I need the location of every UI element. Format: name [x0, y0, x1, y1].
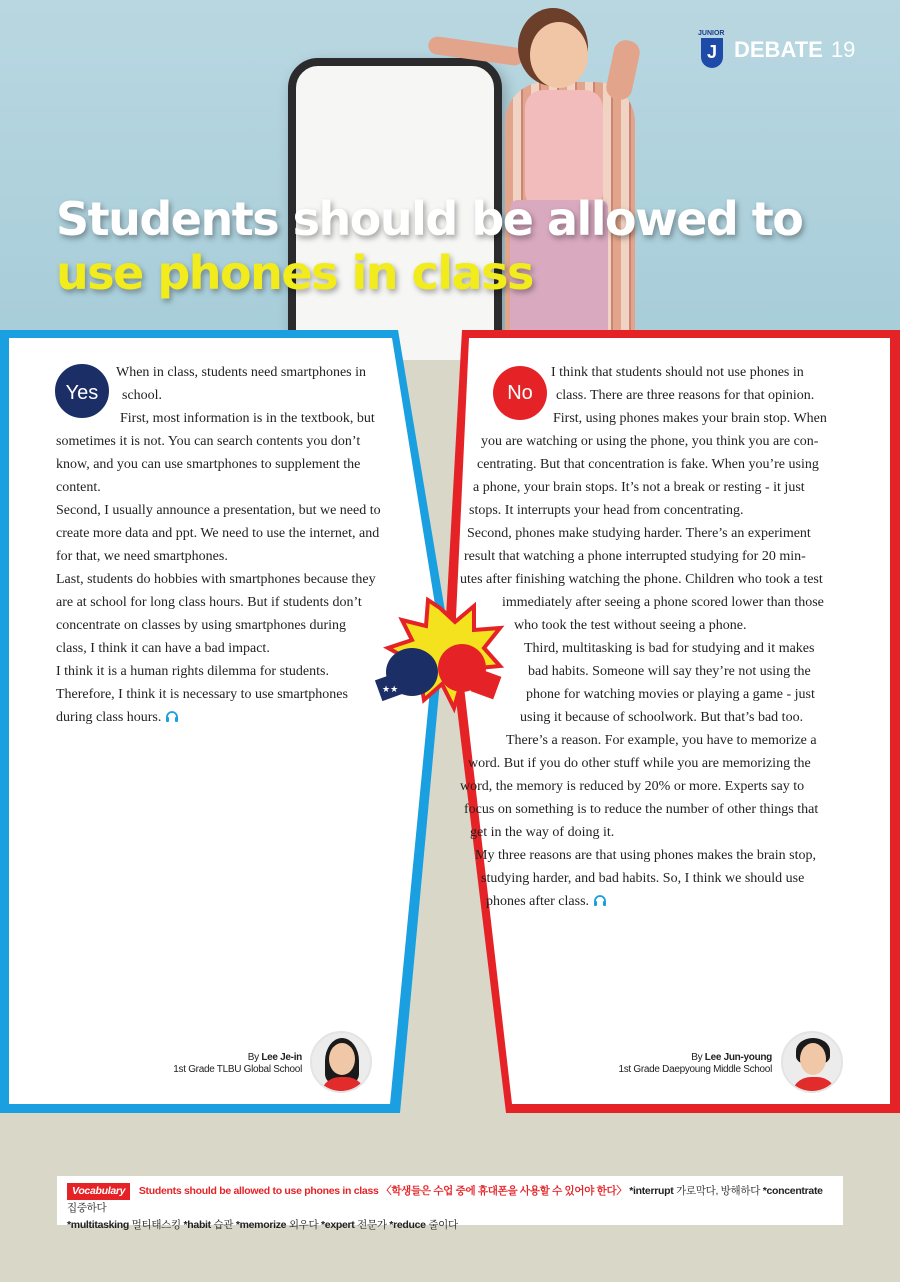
no-line: you are watching or using the phone, you think you are con-	[481, 434, 819, 449]
no-line: phone for watching movies or playing a game - just	[526, 687, 815, 702]
yes-byline	[173, 1052, 302, 1076]
no-author-avatar	[781, 1031, 843, 1093]
yes-line: know, and you can use smartphones to supplement the	[56, 457, 361, 472]
no-line: immediately after seeing a phone scored lower than those	[502, 595, 824, 610]
no-line: My three reasons are that using phones makes the brain stop,	[475, 848, 816, 863]
yes-line: are at school for long class hours. But if students don’t	[56, 595, 362, 610]
yes-line: concentrate on classes by using smartphones during	[56, 618, 347, 633]
no-byline	[618, 1052, 772, 1076]
yes-line: I think it is a human rights dilemma for students.	[56, 664, 329, 679]
byline-prefix: By	[691, 1052, 705, 1063]
no-line: Third, multitasking is bad for studying and it makes	[524, 641, 815, 656]
vocab-meaning: 외우다	[288, 1219, 319, 1231]
logo-j-mark: J	[701, 38, 723, 68]
yes-author: Lee Je-in	[261, 1052, 302, 1063]
yes-affiliation: 1st Grade TLBU Global School	[173, 1064, 302, 1075]
no-line: using it because of schoolwork. But that’s bad too.	[520, 710, 804, 725]
vocab-meaning: 멀티태스킹	[131, 1219, 181, 1231]
no-line: word. But if you do other stuff while you are memorizing the	[468, 756, 811, 771]
vocab-term: *interrupt	[629, 1185, 674, 1197]
no-line: focus on something is to reduce the number of other things that	[464, 802, 819, 817]
vocab-meaning: 줄이다	[428, 1219, 458, 1231]
byline-prefix: By	[247, 1052, 262, 1063]
vocab-term: *concentrate	[762, 1185, 823, 1197]
no-line: word, the memory is reduced by 20% or more. Experts say to	[460, 779, 805, 794]
title-line-1: Students should be allowed to	[56, 192, 803, 246]
no-line: centrating. But that concentration is fake. When you’re using	[477, 457, 819, 472]
yes-line: during class hours.	[56, 710, 162, 725]
vocab-term: *multitasking	[67, 1219, 130, 1231]
logo-junior-text: JUNIOR	[698, 30, 725, 37]
no-author: Lee Jun-young	[704, 1052, 772, 1063]
avatar-face	[800, 1043, 826, 1075]
vocab-meaning: 가로막다, 방해하다	[676, 1185, 761, 1197]
section-label: DEBATE	[734, 37, 823, 62]
yes-line: Second, I usually announce a presentation, but we need to	[56, 503, 381, 518]
yes-line: Therefore, I think it is necessary to use smartphones	[56, 687, 348, 702]
glove-stars: ★★	[382, 685, 399, 695]
page-number: 19	[830, 37, 856, 62]
vocab-term: *memorize	[235, 1219, 287, 1231]
headphones-icon[interactable]	[593, 894, 607, 906]
yes-line: First, most information is in the textbook, but	[120, 411, 375, 426]
vocab-meaning: 습관	[213, 1219, 234, 1231]
vocab-term: *expert	[321, 1219, 355, 1231]
yes-line: Last, students do hobbies with smartphones because they	[56, 572, 376, 587]
yes-line: school.	[122, 388, 163, 403]
no-line: get in the way of doing it.	[470, 825, 615, 840]
yes-line: content.	[56, 480, 101, 495]
no-line: class. There are three reasons for that opinion.	[556, 388, 815, 403]
no-line: result that watching a phone interrupted studying for 20 min-	[464, 549, 806, 564]
no-badge: No	[493, 366, 547, 420]
no-line: a phone, your brain stops. It’s not a break or resting - it just	[473, 480, 805, 495]
vocab-meaning: 집중하다	[67, 1202, 107, 1214]
yes-line: sometimes it is not. You can search contents you don’t	[56, 434, 361, 449]
no-line: bad habits. Someone will say they’re not using the	[528, 664, 811, 679]
no-line: There’s a reason. For example, you have to memorize a	[506, 733, 817, 748]
vocabulary-tag: Vocabulary	[67, 1183, 130, 1200]
vocab-term: *habit	[183, 1219, 211, 1231]
no-line: phones after class.	[486, 894, 590, 909]
vocab-term: *reduce	[389, 1219, 426, 1231]
no-line: I think that students should not use phones in	[551, 365, 804, 380]
yes-line: for that, we need smartphones.	[56, 549, 228, 564]
no-line: stops. It interrupts your head from concentrating.	[469, 503, 744, 518]
vocab-meaning: 전문가	[357, 1219, 387, 1231]
yes-line: create more data and ppt. We need to use the internet, and	[56, 526, 380, 541]
no-line: First, using phones makes your brain stop. When	[553, 411, 827, 426]
no-affiliation: 1st Grade Daepyoung Middle School	[618, 1064, 772, 1075]
no-line: studying harder, and bad habits. So, I think we should use	[481, 871, 805, 886]
avatar-shirt	[791, 1077, 837, 1093]
no-line: utes after finishing watching the phone. Children who took a test	[460, 572, 823, 587]
yes-line: class, I think it can have a bad impact.	[56, 641, 270, 656]
yes-author-avatar	[310, 1031, 372, 1093]
vocabulary-box	[57, 1176, 843, 1231]
title-line-2: use phones in class	[56, 246, 533, 300]
no-last-line	[0, 890, 900, 913]
no-body	[0, 361, 900, 913]
no-line: who took the test without seeing a phone.	[514, 618, 747, 633]
yes-badge: Yes	[55, 364, 109, 418]
avatar-face	[329, 1043, 355, 1075]
yes-line: When in class, students need smartphones in	[116, 365, 367, 380]
no-line: Second, phones make studying harder. There’s an experiment	[467, 526, 811, 541]
vocabulary-headline: Students should be allowed to use phones in class 〈학생들은 수업 중에 휴대폰을 사용할 수 있어야 한다〉	[138, 1185, 627, 1197]
